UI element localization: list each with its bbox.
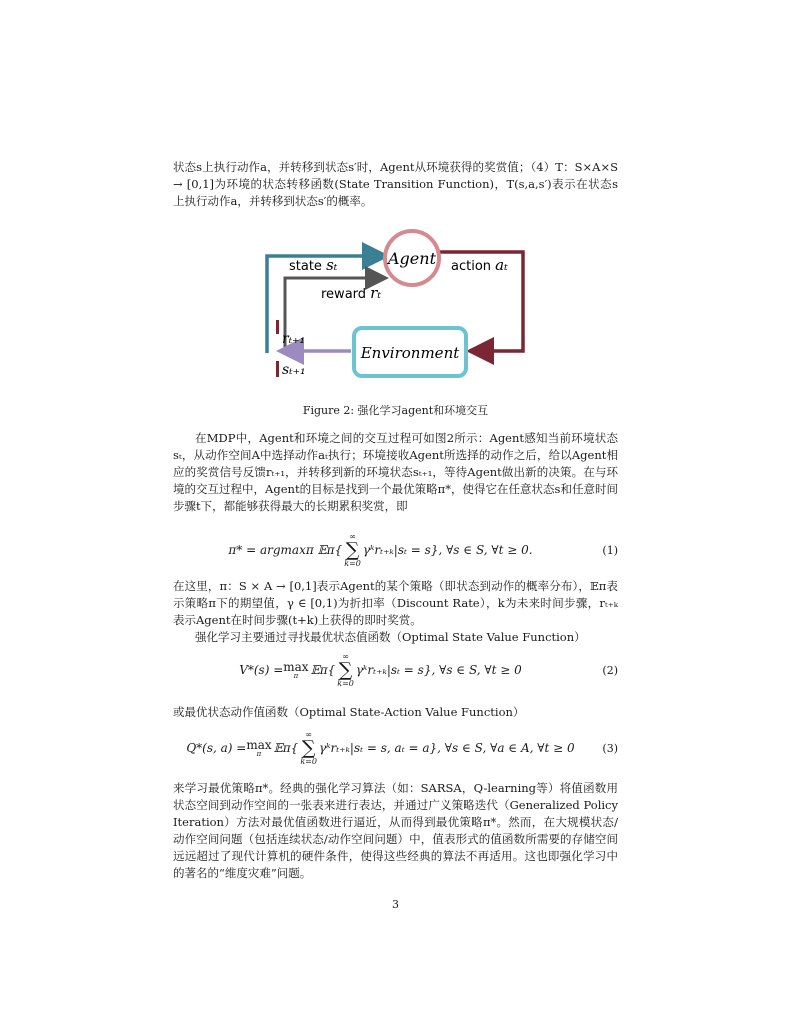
paragraph-p5: 来学习最优策略π*。经典的强化学习算法（如：SARSA，Q-learning等）将值函数用状态空间到动作空间的一张表来进行表达，并通过广义策略迭代（Generalized Policy Iteration）方法对最优值函数进行逼近，从而得到最优策略π*。然而，在大规模状态/动作空间问题（包括连续状态/动作空间问题）中，值表形式的值函数所需要的存储空间远远超过了现代计算机的硬件条件，使得这些经典的算法不再适用。这也即强化学习中的著名的“维度灾难”问题。 bbox=[173, 781, 618, 880]
equation-1 bbox=[173, 528, 618, 572]
paragraph-p1: 在MDP中，Agent和环境之间的交互过程可如图2所示：Agent感知当前环境状态sₜ，从动作空间A中选择动作aₜ执行；环境接收Agent所选择的动作之后，给以Agent相应的奖赏信号反馈rₜ₊₁，并转移到新的环境状态sₜ₊₁，等待Agent做出新的决策。在与环境的交互过程中，Agent的目标是找到一个最优策略π*，使得它在任意状态s和任意时间步骤t下，都能够获得最大的长期累积奖赏，即 bbox=[173, 431, 618, 513]
paragraph-p4: 或最优状态动作值函数（Optimal State-Action Value Function） bbox=[173, 705, 525, 719]
eq2-lhs: V*(s) = bbox=[239, 663, 284, 677]
eq3-sum-sigma: ∑ bbox=[301, 736, 316, 759]
policy-paragraph bbox=[173, 578, 618, 646]
eq3-sum bbox=[300, 731, 317, 766]
eq2-number: (2) bbox=[602, 663, 618, 677]
r-next-label: rₜ₊₁ bbox=[282, 331, 306, 347]
eq2-sum-top: ∞ bbox=[342, 651, 349, 661]
classic-rl-paragraph bbox=[173, 780, 618, 882]
state-marker bbox=[276, 361, 279, 377]
reward-marker bbox=[276, 320, 279, 334]
eq3-sum-top: ∞ bbox=[305, 729, 312, 739]
eq2-max bbox=[283, 661, 308, 680]
s-next-label: sₜ₊₁ bbox=[282, 362, 306, 378]
eq1-rhs: γᵏrₜ₊ₖ|sₜ = s}, ∀s ∈ S, ∀t ≥ 0. bbox=[362, 543, 533, 557]
eq3-max-sub: π bbox=[256, 749, 262, 758]
eq2-max-sub: π bbox=[293, 671, 299, 680]
intro-paragraph bbox=[173, 159, 618, 210]
figure-caption: Figure 2: 强化学习agent和环境交互 bbox=[302, 404, 489, 417]
eq3-number: (3) bbox=[602, 741, 618, 755]
eq1-sum-top: ∞ bbox=[349, 531, 356, 541]
eq3-max bbox=[246, 739, 271, 758]
paragraph-p2: 在这里，π：S × A → [0,1]表示Agent的某个策略（即状态到动作的概率分布），𝔼π表示策略π下的期望值，γ ∈ [0,1)为折扣率（Discount Rate），k为未来时间步骤，rₜ₊ₖ表示Agent在时间步骤(t+k)上获得的即时奖赏。 bbox=[173, 579, 618, 627]
eq3-expect: 𝔼π{ bbox=[273, 741, 299, 755]
q-function-intro bbox=[173, 704, 618, 721]
eq2-sum bbox=[337, 653, 354, 688]
reward-label: reward rₜ bbox=[321, 284, 382, 302]
mdp-paragraph bbox=[173, 430, 618, 515]
eq1-sum bbox=[344, 533, 361, 568]
page-number: 3 bbox=[392, 898, 399, 911]
paragraph-p3: 强化学习主要通过寻找最优状态值函数（Optimal State Value Function） bbox=[195, 630, 586, 644]
eq2-max-op: max bbox=[283, 659, 309, 674]
agent-environment-figure bbox=[255, 228, 540, 388]
action-label: action aₜ bbox=[451, 256, 508, 274]
eq3-rhs: γᵏrₜ₊ₖ|sₜ = s, aₜ = a}, ∀s ∈ S, ∀a ∈ A, ∀t ≥ 0 bbox=[318, 741, 575, 755]
agent-label: Agent bbox=[388, 249, 436, 268]
equation-2 bbox=[173, 648, 618, 692]
eq3-lhs: Q*(s, a) = bbox=[186, 741, 247, 755]
equation-3 bbox=[173, 726, 618, 770]
eq2-expect: 𝔼π{ bbox=[310, 663, 336, 677]
eq2-sum-sigma: ∑ bbox=[338, 658, 353, 681]
eq2-sum-bottom: k=0 bbox=[337, 678, 354, 688]
eq3-sum-bottom: k=0 bbox=[300, 756, 317, 766]
environment-label: Environment bbox=[360, 344, 460, 362]
eq3-max-op: max bbox=[246, 737, 272, 752]
state-label: state sₜ bbox=[289, 256, 338, 274]
eq1-number: (1) bbox=[602, 543, 618, 557]
eq1-sum-bottom: k=0 bbox=[344, 558, 361, 568]
paragraph-p0: 状态s上执行动作a，并转移到状态s′时，Agent从环境获得的奖赏值；（4）T：S×A×S → [0,1]为环境的状态转移函数(State Transition Function)，T(s,a,s′)表示在状态s上执行动作a，并转移到状态s′的概率。 bbox=[173, 160, 618, 208]
eq1-sum-sigma: ∑ bbox=[345, 538, 360, 561]
eq2-rhs: γᵏrₜ₊ₖ|sₜ = s}, ∀s ∈ S, ∀t ≥ 0 bbox=[355, 663, 522, 677]
eq1-lhs: π* = argmaxπ 𝔼π{ bbox=[228, 543, 343, 557]
